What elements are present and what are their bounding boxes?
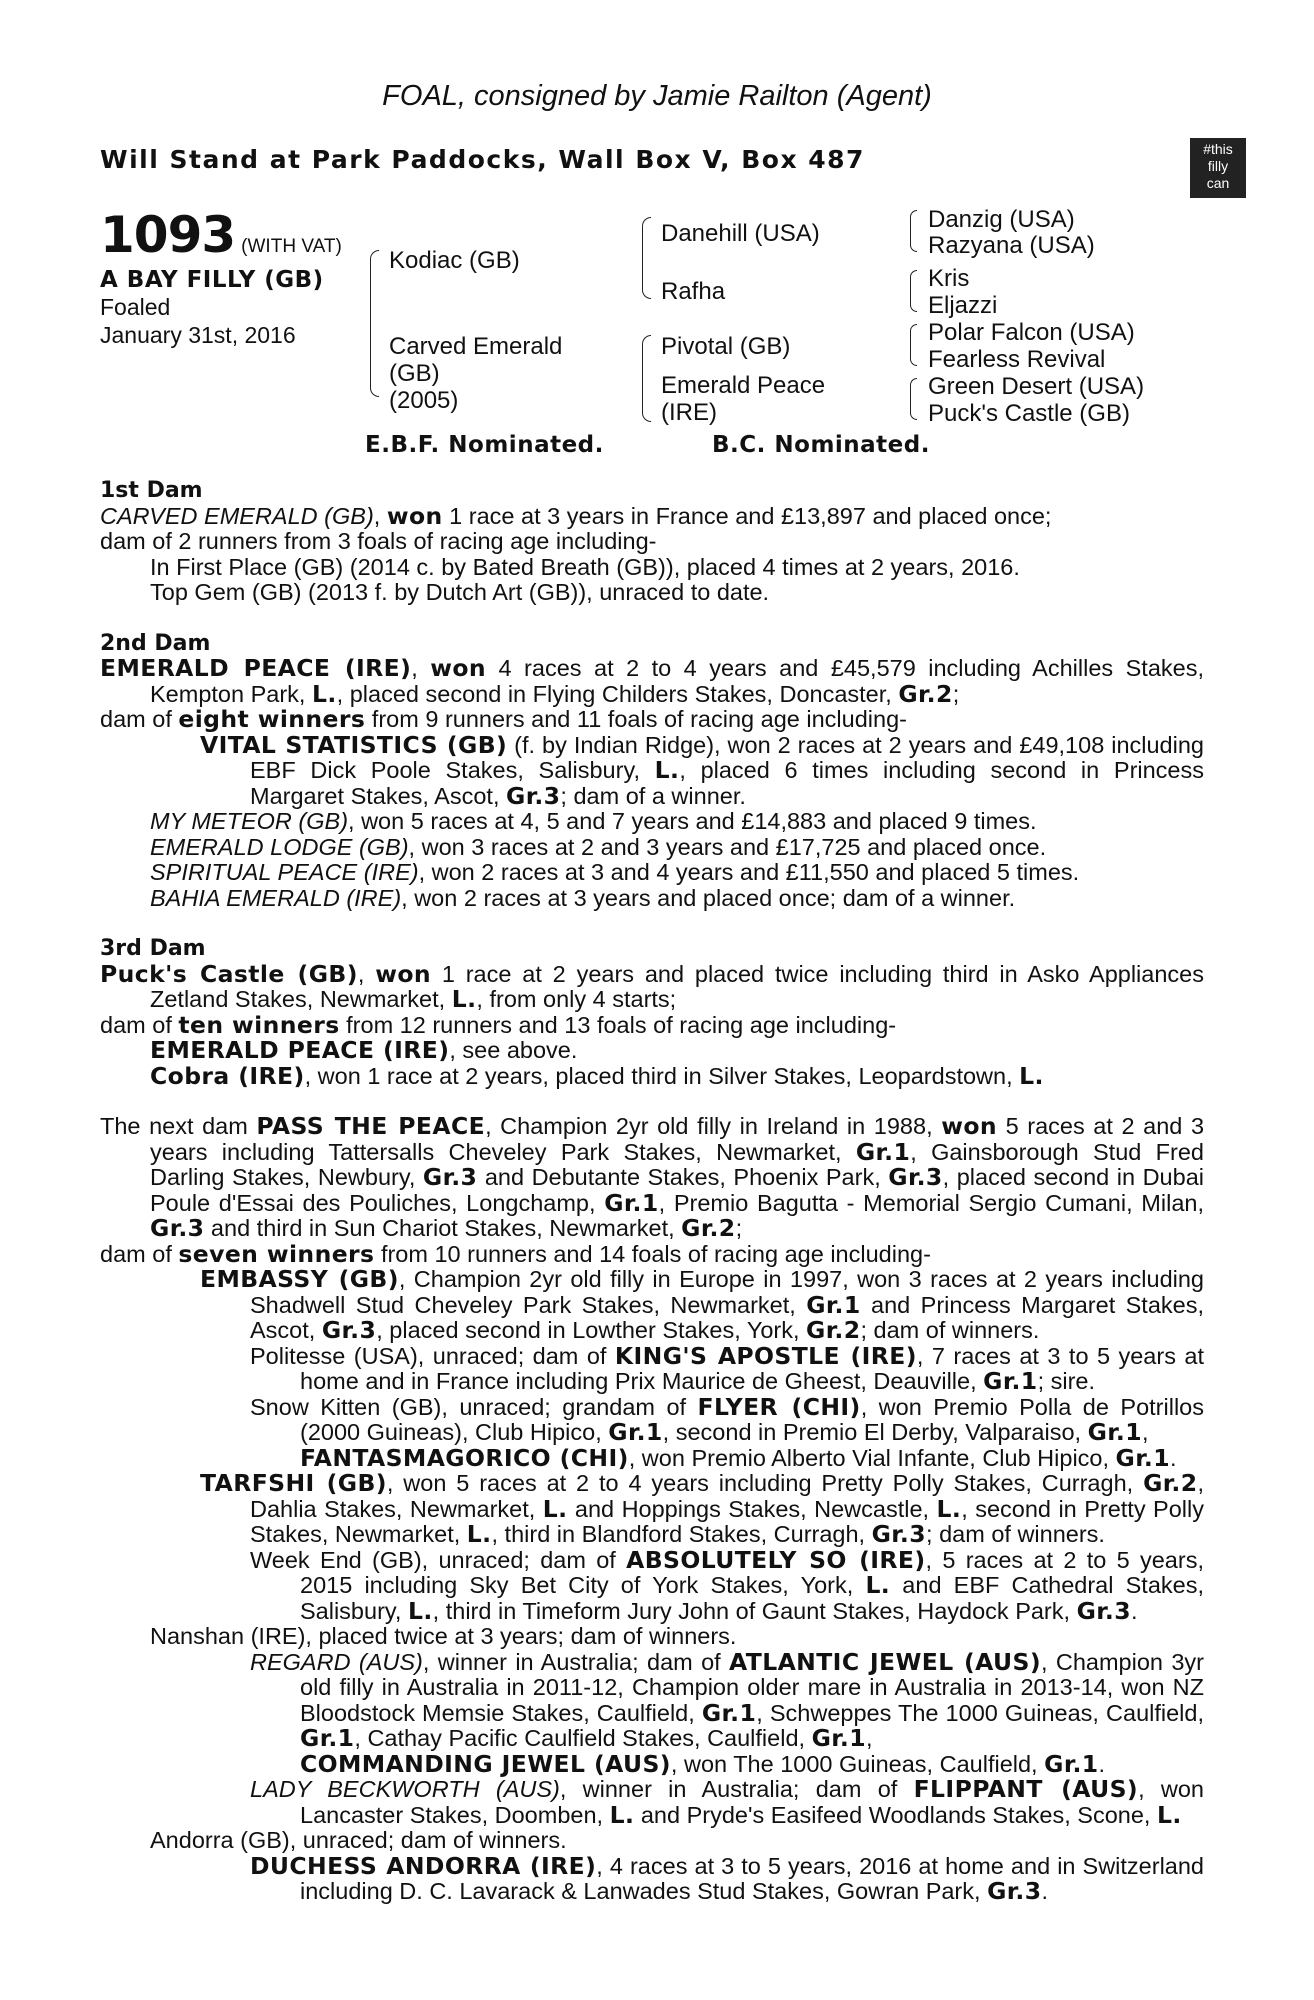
foaled-label: Foaled (100, 294, 171, 320)
next-dam-produce: Nanshan (IRE), placed twice at 3 years; dam of winners. (150, 1623, 737, 1649)
pedigree-brace (910, 378, 917, 420)
pedigree-sire-sire: Danehill (USA) (661, 220, 820, 247)
second-dam-produce: EMERALD LODGE (GB), won 3 races at 2 and 3 years and £17,725 and placed once. (150, 833, 1047, 860)
pedigree-brace (910, 324, 917, 366)
next-dam-line: The next dam PASS THE PEACE, Champion 2yr old filly in Ireland in 1988, won 5 races at 2 and 3 years including Tattersalls Cheveley Park Stakes, Newmarket, Gr.1, Gainsborough Stud Fred Darling Stakes, Newbury, Gr.3 and Debutante Stakes, Phoenix Park, Gr.3, placed second in Dubai Poule d'Essai des Pouliches, Longchamp, Gr.1, Premio Bagutta - Memorial Sergio Cumani, Milan, Gr.3 and third in Sun Chariot Stakes, Newmarket, Gr.2; (100, 1112, 1205, 1242)
lot-summary (100, 205, 360, 349)
stand-location: Will Stand at Park Paddocks, Wall Box V, Box 487 (100, 145, 865, 174)
this-filly-can-logo: #this filly can (1190, 138, 1246, 198)
pedigree-brace (910, 210, 917, 252)
pedigree-g4: Eljazzi (928, 292, 998, 319)
pedigree-dam-sire: Pivotal (GB) (661, 333, 791, 360)
second-dam-produce: SPIRITUAL PEACE (IRE), won 2 races at 3 and 4 years and £11,550 and placed 5 times. (150, 859, 1080, 885)
third-dam-line: Puck's Castle (GB), won 1 race at 2 years and placed twice including third in Asko Appliances Zetland Stakes, Newmarket, L., from only 4 starts; (100, 959, 1204, 1013)
first-dam-produce: In First Place (GB) (2014 c. by Bated Breath (GB)), placed 4 times at 2 years, 2016. (150, 553, 1020, 580)
next-dam-produce: LADY BECKWORTH (AUS), winner in Australia; dam of FLIPPANT (AUS), won Lancaster Stakes, Doomben, L. and Pryde's Easifeed Woodlands Stakes, Scone, L. (250, 1775, 1204, 1829)
pedigree-g5: Polar Falcon (USA) (928, 319, 1135, 346)
pedigree-brace (370, 250, 379, 397)
third-dam-heading: 3rd Dam (100, 936, 206, 961)
first-dam-produce: Top Gem (GB) (2013 f. by Dutch Art (GB)), unraced to date. (150, 579, 770, 605)
ebf-nominated: E.B.F. Nominated. (365, 432, 604, 458)
next-dam-produce: EMBASSY (GB), Champion 2yr old filly in Europe in 1997, won 3 races at 2 years including Shadwell Stud Cheveley Park Stakes, Newmarket, Gr.1 and Princess Margaret Stakes, Ascot, Gr.3, placed second in Lowther Stakes, York, Gr.2; dam of winners. (200, 1265, 1205, 1344)
next-dam-produce: Politesse (USA), unraced; dam of KING'S APOSTLE (IRE), 7 races at 3 to 5 years at home and in France including Prix Maurice de Gheest, Deauville, Gr.1; sire. (250, 1341, 1205, 1395)
second-dam-line: dam of eight winners from 9 runners and 11 foals of racing age including- (100, 705, 907, 733)
pedigree-sire: Kodiac (GB) (389, 247, 520, 274)
next-dam-line: dam of seven winners from 10 runners and 14 foals of racing age including- (100, 1239, 931, 1268)
produce-record (100, 478, 1204, 1905)
pedigree-dam: Carved Emerald (GB) (2005) (389, 333, 563, 414)
next-dam-produce: TARFSHI (GB), won 5 races at 2 to 4 years including Pretty Polly Stakes, Curragh, Gr.2, Dahlia Stakes, Newmarket, L. and Hoppings Stakes, Newcastle, L., second in Pretty Polly Stakes, Newmarket, L., third in Blandford Stakes, Curragh, Gr.3; dam of winners. (200, 1469, 1204, 1548)
bc-nominated: B.C. Nominated. (712, 432, 930, 458)
pedigree-g2: Razyana (USA) (928, 232, 1095, 259)
next-dam-produce: COMMANDING JEWEL (AUS), won The 1000 Guineas, Caulfield, Gr.1. (300, 1749, 1106, 1778)
first-dam-line: CARVED EMERALD (GB), won 1 race at 3 years in France and £13,897 and placed once; (100, 501, 1052, 530)
first-dam-line: dam of 2 runners from 3 foals of racing age including- (100, 528, 657, 554)
first-dam-heading: 1st Dam (100, 478, 203, 503)
second-dam-produce: VITAL STATISTICS (GB) (f. by Indian Ridge), won 2 races at 2 years and £49,108 including EBF Dick Poole Stakes, Salisbury, L., placed 6 times including second in Princess Margaret Stakes, Ascot, Gr.3; dam of a winner. (200, 730, 1205, 810)
pedigree-brace (642, 217, 651, 299)
pedigree-dam-dam: Emerald Peace (IRE) (661, 372, 826, 426)
next-dam-produce: FANTASMAGORICO (CHI), won Premio Alberto Vial Infante, Club Hipico, Gr.1. (300, 1443, 1177, 1472)
pedigree-g1: Danzig (USA) (928, 206, 1075, 233)
third-dam-line: dam of ten winners from 12 runners and 13 foals of racing age including- (100, 1010, 897, 1039)
second-dam-produce: BAHIA EMERALD (IRE), won 2 races at 3 years and placed once; dam of a winner. (150, 884, 1016, 911)
next-dam-produce: Snow Kitten (GB), unraced; grandam of FLYER (CHI), won Premio Polla de Potrillos (2000 Guineas), Club Hipico, Gr.1, second in Premio El Derby, Valparaiso, Gr.1, (250, 1392, 1204, 1446)
foaled-date: January 31st, 2016 (100, 322, 296, 348)
pedigree-brace (642, 335, 651, 422)
next-dam-produce: REGARD (AUS), winner in Australia; dam of ATLANTIC JEWEL (AUS), Champion 3yr old filly in Australia in 2011-12, Champion older mare in Australia in 2013-14, won NZ Bloodstock Memsie Stakes, Caulfield, Gr.1, Schweppes The 1000 Guineas, Caulfield, Gr.1, Cathay Pacific Caulfield Stakes, Caulfield, Gr.1, (250, 1647, 1204, 1752)
pedigree-g6: Fearless Revival (928, 346, 1106, 373)
second-dam-produce: MY METEOR (GB), won 5 races at 4, 5 and 7 years and £14,883 and placed 9 times. (150, 808, 1037, 834)
pedigree-sire-dam: Rafha (661, 278, 726, 305)
next-dam-produce: Week End (GB), unraced; dam of ABSOLUTELY SO (IRE), 5 races at 2 to 5 years, 2015 including Sky Bet City of York Stakes, York, L. and EBF Cathedral Stakes, Salisbury, L., third in Timeform Jury John of Gaunt Stakes, Haydock Park, Gr.3. (250, 1545, 1204, 1625)
second-dam-heading: 2nd Dam (100, 630, 211, 656)
next-dam-produce: DUCHESS ANDORRA (IRE), 4 races at 3 to 5 years, 2016 at home and in Switzerland including D. C. Lavarack & Lanwades Stud Stakes, Gowran Park, Gr.3. (250, 1851, 1205, 1905)
consignor-header: FOAL, consigned by Jamie Railton (Agent) (382, 80, 932, 112)
second-dam-line: EMERALD PEACE (IRE), won 4 races at 2 to 4 years and £45,579 including Achilles Stakes, Kempton Park, L., placed second in Flying Childers Stakes, Doncaster, Gr.2; (100, 654, 1204, 708)
lot-number: 1093 (100, 206, 236, 264)
third-dam-produce: EMERALD PEACE (IRE), see above. (150, 1036, 578, 1064)
pedigree-brace (910, 270, 917, 312)
pedigree-g8: Puck's Castle (GB) (928, 400, 1130, 427)
horse-name: A BAY FILLY (GB) (100, 267, 324, 293)
pedigree-g7: Green Desert (USA) (928, 373, 1145, 400)
third-dam-produce: Cobra (IRE), won 1 race at 2 years, placed third in Silver Stakes, Leopardstown, L. (150, 1061, 1044, 1090)
next-dam-produce: Andorra (GB), unraced; dam of winners. (150, 1827, 567, 1853)
pedigree-g3: Kris (928, 265, 970, 292)
vat-note: (WITH VAT) (241, 236, 342, 257)
